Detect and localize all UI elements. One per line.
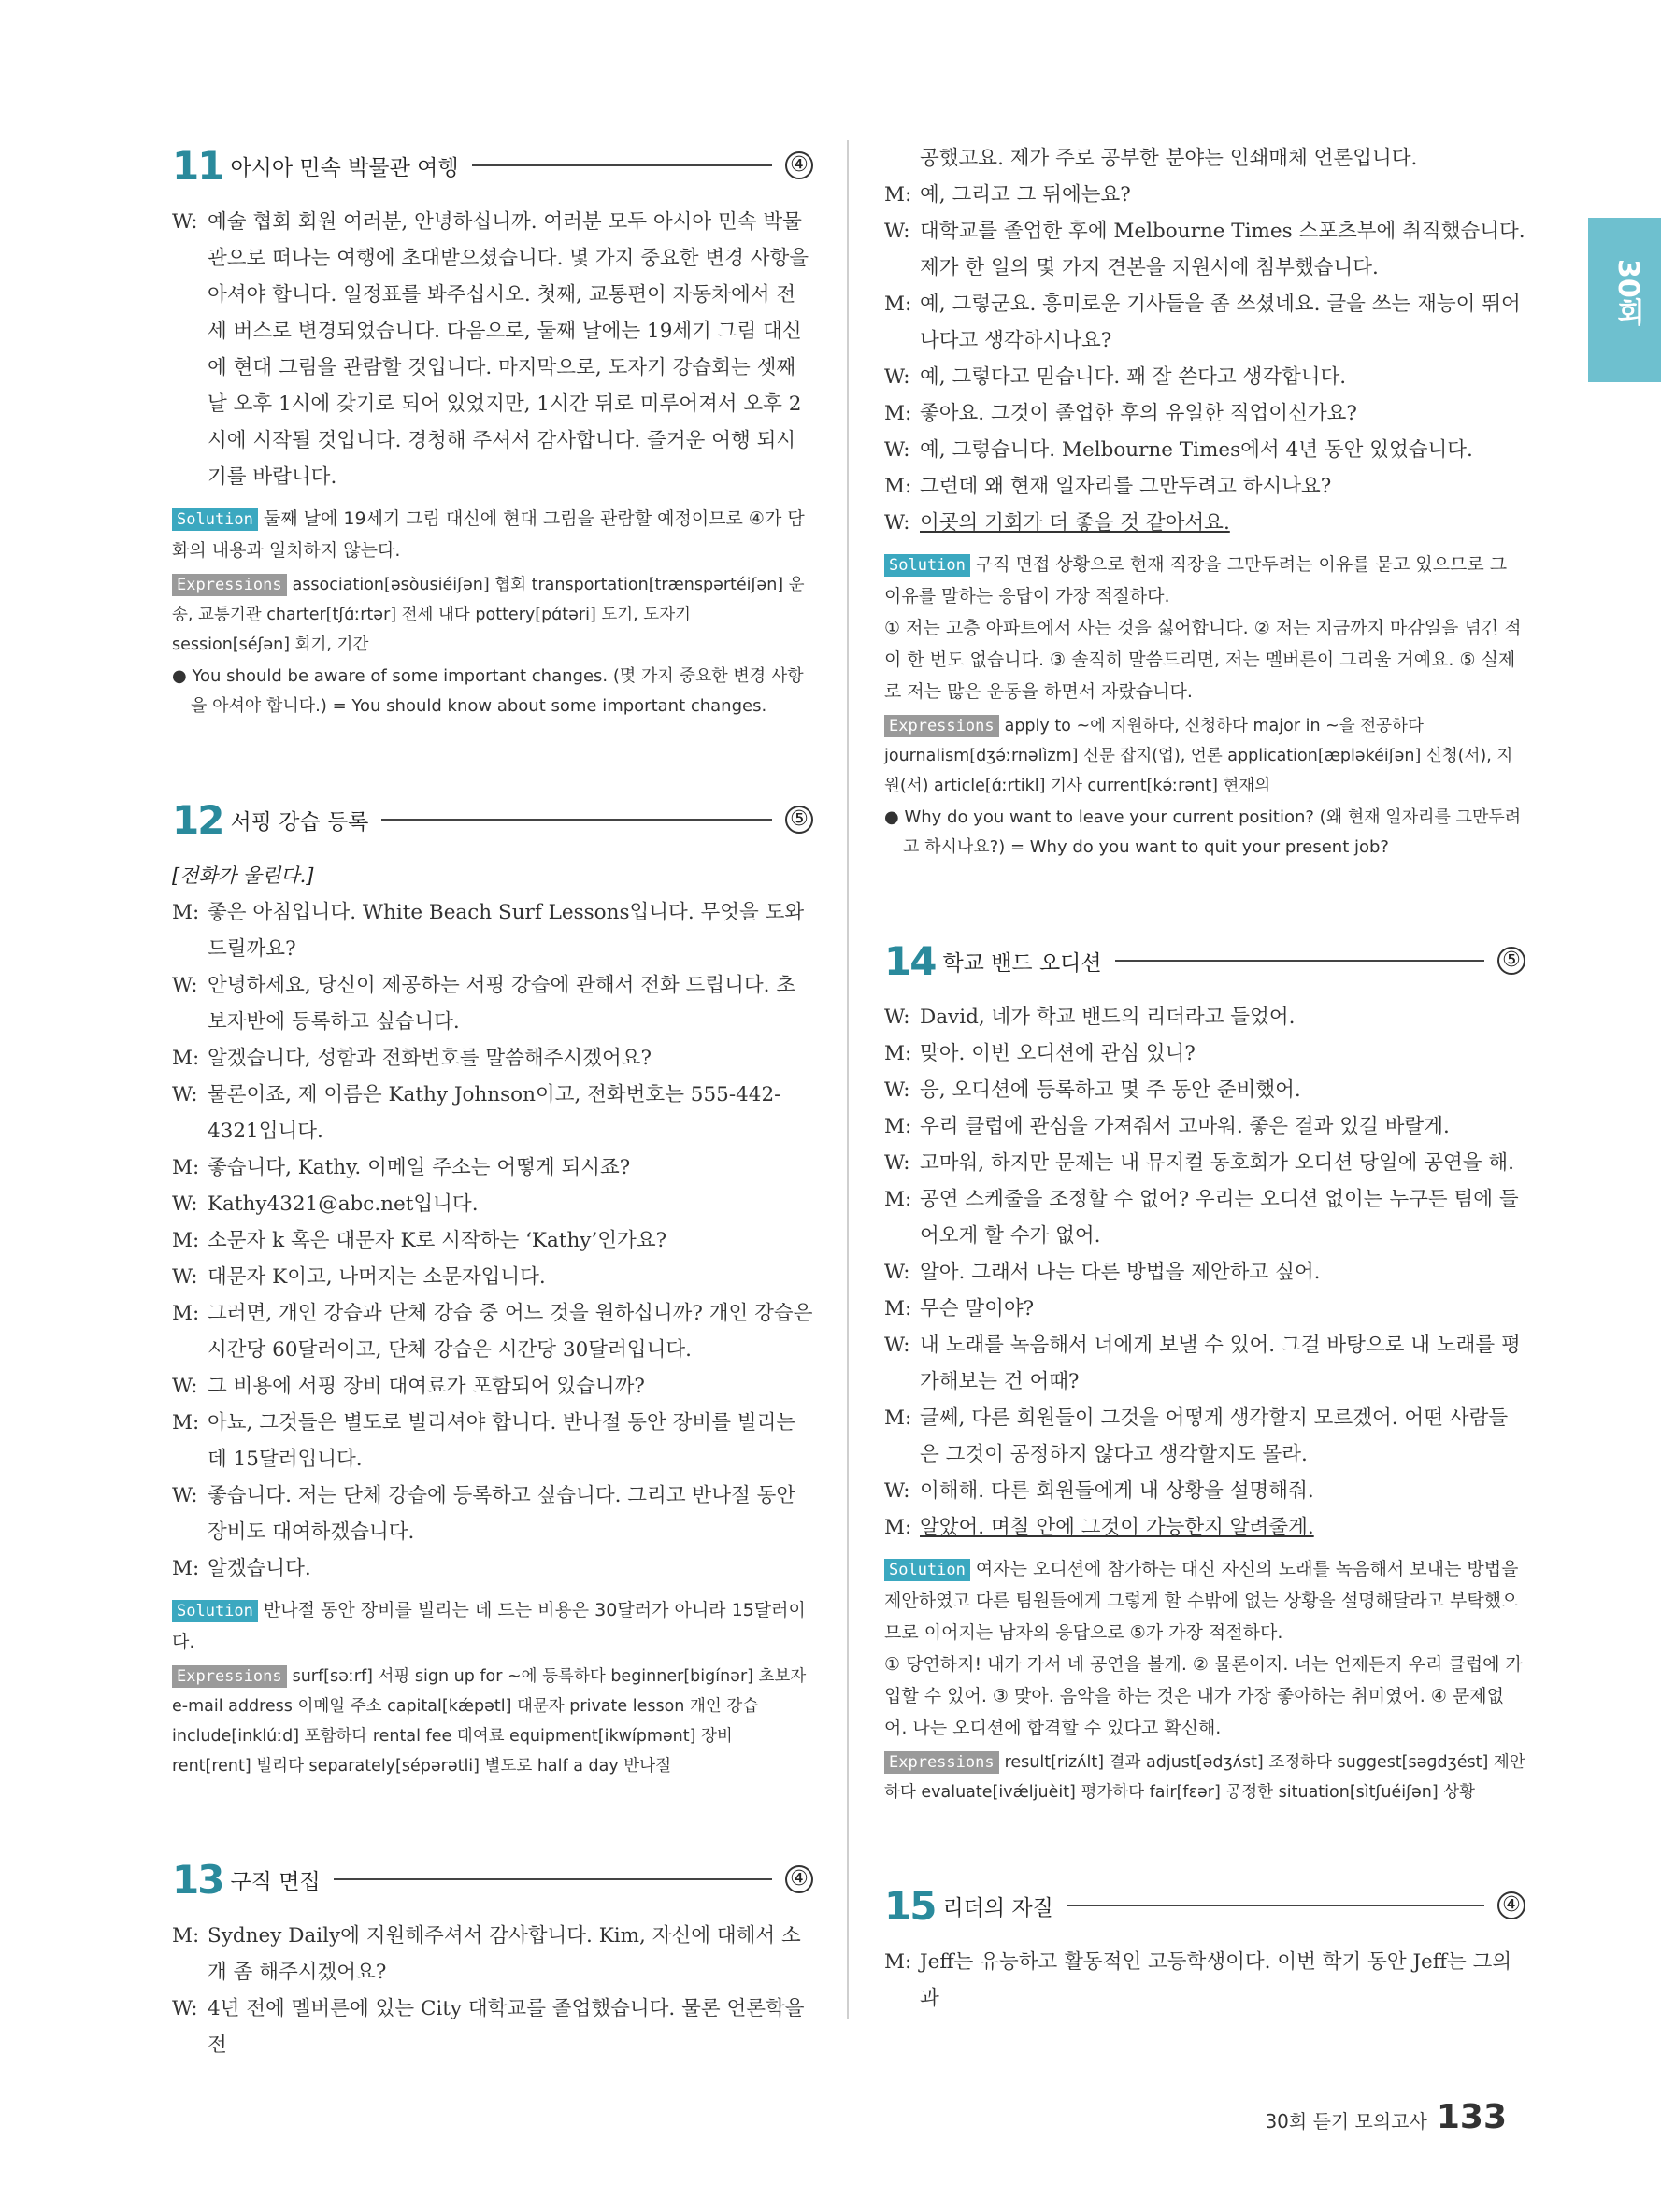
header-rule [381, 819, 772, 821]
section-12 [172, 794, 813, 1781]
header-rule [1115, 960, 1484, 962]
dialogue-line: M: 알겠습니다. [172, 1557, 311, 1580]
section-title: 구직 면접 [230, 1869, 321, 1894]
option-translations: ① 저는 고층 아파트에서 사는 것을 싫어합니다. ② 저는 지금까지 마감일을 넘긴 적이 한 번도 없습니다. ③ 솔직히 말씀드리면, 저는 멜버른이 그리울 거예요. ⑤ 실제로 저는 많은 운동을 하면서 자랐습니다. [884, 618, 1522, 702]
dialogue-line: M: 우리 클럽에 관심을 가져줘서 고마워. 좋은 결과 있길 바랄게. [884, 1115, 1450, 1138]
expressions: Expressions apply to ~에 지원하다, 신청하다 major in ~을 전공하다 journalism[dʒə́ːrnəlìzm] 신문 잡지(업), 언론 application[æpləkéiʃən] 신청(서), 지원(서) article[ɑ́ːrtikl] 기사 current[kə́ːrənt] 현재의 [884, 717, 1513, 795]
side-tab-label: 30회 [1611, 259, 1644, 326]
dialogue-line: W: David, 네가 학교 밴드의 리더라고 들었어. [884, 1006, 1296, 1029]
dialogue-line: W: 그 비용에 서핑 장비 대여료가 포함되어 있습니까? [172, 1375, 645, 1398]
solution: Solution 여자는 오디션에 참가하는 대신 자신의 노래를 녹음해서 보내는 방법을 제안하였고 다른 팀원들에게 그렇게 할 수밖에 없는 상황을 설명해달라고 부탁했으므로 이어지는 남자의 응답으로 ⑤가 가장 적절하다. [884, 1559, 1519, 1643]
dialogue-line: M: 그러면, 개인 강습과 단체 강습 중 어느 것을 원하십니까? 개인 강습은 시간당 60달러이고, 단체 강습은 시간당 30달러입니다. [172, 1302, 813, 1362]
footer-label: 30회 듣기 모의고사 [1265, 2110, 1427, 2133]
dialogue-line: M: 맞아. 이번 오디션에 관심 있니? [884, 1042, 1196, 1065]
solution-tag: Solution [172, 508, 258, 531]
dialogue [884, 1944, 1525, 2017]
dialogue-line: W: 대문자 K이고, 나머지는 소문자입니다. [172, 1265, 546, 1289]
dialogue-line: W: 좋습니다. 저는 단체 강습에 등록하고 싶습니다. 그리고 반나절 동안 장비도 대여하겠습니다. [172, 1484, 796, 1544]
section-header [884, 935, 1525, 986]
section-title: 서핑 강습 등록 [230, 809, 369, 835]
dialogue-line: M: 그런데 왜 현재 일자리를 그만두려고 하시나요? [884, 475, 1332, 498]
dialogue-line: M: 좋아요. 그것이 졸업한 후의 유일한 직업이신가요? [884, 402, 1357, 425]
header-rule [334, 1878, 772, 1880]
dialogue-continuation: 공했고요. 제가 주로 공부한 분야는 인쇄매체 언론입니다. [920, 147, 1418, 170]
expressions-tag: Expressions [172, 574, 287, 596]
header-rule [472, 164, 772, 166]
answer-mark: ⑤ [785, 806, 813, 834]
section-number: 12 [172, 796, 223, 843]
section-header [172, 794, 813, 845]
section-13-continued [884, 140, 1525, 863]
column-divider [847, 140, 849, 2019]
dialogue [172, 1918, 813, 2063]
solution-tag: Solution [172, 1600, 258, 1622]
dialogue-line: M: 글쎄, 다른 회원들이 그것을 어떻게 생각할지 모르겠어. 어떤 사람들은 그것이 공정하지 않다고 생각할지도 몰라. [884, 1406, 1509, 1466]
dialogue-line: W: 알아. 그래서 나는 다른 방법을 제안하고 싶어. [884, 1261, 1321, 1284]
expressions: Expressions association[əsòusiéiʃən] 협회 transportation[trænspərtéiʃən] 운송, 교통기관 charter[tʃɑ́ːrtər] 전세 내다 pottery[pɑ́təri] 도기, 도자기 session[séʃən] 회기, 기간 [172, 576, 805, 654]
section-11 [172, 140, 813, 721]
expressions-tag: Expressions [884, 715, 999, 737]
answer-mark: ④ [785, 1865, 813, 1893]
bullet-note: ● You should be aware of some important changes. (몇 가지 중요한 변경 사항을 아셔야 합니다.) = You should know about some important changes. [172, 666, 804, 716]
dialogue [172, 894, 813, 1587]
dialogue [884, 999, 1525, 1509]
dialogue-line: M: 좋은 아침입니다. White Beach Surf Lessons입니다. 무엇을 도와드릴까요? [172, 901, 805, 961]
dialogue-line: W: 4년 전에 멜버른에 있는 City 대학교를 졸업했습니다. 물론 언론학을 전 [172, 1997, 805, 2057]
section-13 [172, 1854, 813, 2063]
dialogue-line: W: 안녕하세요, 당신이 제공하는 서핑 강습에 관해서 전화 드립니다. 초보자반에 등록하고 싶습니다. [172, 974, 796, 1034]
solution-tag: Solution [884, 554, 970, 577]
section-number: 11 [172, 142, 223, 189]
dialogue-line: M: 예, 그렇군요. 흥미로운 기사들을 좀 쓰셨네요. 글을 쓰는 재능이 뛰어나다고 생각하시나요? [884, 293, 1521, 352]
section-number: 13 [172, 1856, 223, 1903]
dialogue-line: M: Sydney Daily에 지원해주셔서 감사합니다. Kim, 자신에 대해서 소개 좀 해주시겠어요? [172, 1924, 801, 1984]
expressions-tag: Expressions [172, 1665, 287, 1688]
dialogue-line: W: 고마워, 하지만 문제는 내 뮤지컬 동호회가 오디션 당일에 공연을 해. [884, 1151, 1514, 1175]
page-number: 133 [1436, 2098, 1507, 2136]
dialogue-line: W: 물론이죠, 제 이름은 Kathy Johnson이고, 전화번호는 555-442-4321입니다. [172, 1083, 781, 1143]
expressions-tag: Expressions [884, 1751, 999, 1774]
dialogue-line: M: 예, 그리고 그 뒤에는요? [884, 183, 1131, 207]
dialogue-line: M: 아뇨, 그것들은 별도로 빌리셔야 합니다. 반나절 동안 장비를 빌리는 데 15달러입니다. [172, 1411, 796, 1471]
dialogue-line: M: 공연 스케줄을 조정할 수 없어? 우리는 오디션 없이는 누구든 팀에 들어오게 할 수가 없어. [884, 1188, 1519, 1248]
dialogue [884, 177, 1525, 505]
dialogue-line: M: 소문자 k 혹은 대문자 K로 시작하는 ‘Kathy’인가요? [172, 1229, 667, 1252]
dialogue-line: W: 예술 협회 회원 여러분, 안녕하십니까. 여러분 모두 아시아 민속 박물관으로 떠나는 여행에 초대받으셨습니다. 몇 가지 중요한 변경 사항을 아셔야 합니다. 일정표를 봐주십시오. 첫째, 교통편이 자동차에서 전세 버스로 변경되었습니다. 다음으로, 둘째 날에는 19세기 그림 대신에 현대 그림을 관람할 것입니다. 마지막으로, 도자기 강습회는 셋째 날 오후 1시에 갖기로 되어 있었지만, 1시간 뒤로 미루어져서 오후 2시에 시작될 것입니다. 경청해 주셔서 감사합니다. 즐거운 여행 되시기를 바랍니다. [172, 210, 809, 489]
dialogue-line: W: 응, 오디션에 등록하고 몇 주 동안 준비했어. [884, 1078, 1301, 1102]
solution-tag: Solution [884, 1559, 970, 1581]
side-tab [1588, 218, 1661, 382]
answer-mark: ④ [785, 151, 813, 179]
left-column [172, 140, 813, 2063]
solution: Solution 둘째 날에 19세기 그림 대신에 현대 그림을 관람할 예정이므로 ④가 담화의 내용과 일치하지 않는다. [172, 508, 805, 561]
option-translations: ① 당연하지! 내가 가서 네 공연을 볼게. ② 물론이지. 너는 언제든지 우리 클럽에 가입할 수 있어. ③ 맞아. 음악을 하는 것은 내가 가장 좋아하는 취미였어. ④ 문제없어. 나는 오디션에 합격할 수 있다고 확신해. [884, 1654, 1523, 1738]
dialogue-line: M: 좋습니다, Kathy. 이메일 주소는 어떻게 되시죠? [172, 1156, 631, 1179]
dialogue-line-answer: M: 알았어. 며칠 안에 그것이 가능한지 알려줄게. [884, 1516, 1314, 1539]
dialogue-line: W: 예, 그렇다고 믿습니다. 꽤 잘 쓴다고 생각합니다. [884, 365, 1347, 389]
dialogue-line: M: Jeff는 유능하고 활동적인 고등학생이다. 이번 학기 동안 Jeff는 그의 과 [884, 1950, 1512, 2010]
bullet-note: ● Why do you want to leave your current position? (왜 현재 일자리를 그만두려고 하시나요?) = Why do you want to quit your present job? [884, 807, 1522, 857]
dialogue-line: W: 대학교를 졸업한 후에 Melbourne Times 스포츠부에 취직했습니다. 제가 한 일의 몇 가지 견본을 지원서에 첨부했습니다. [884, 220, 1525, 279]
answer-mark: ⑤ [1497, 947, 1525, 975]
dialogue-line: M: 무슨 말이야? [884, 1297, 1035, 1320]
section-number: 15 [884, 1882, 936, 1929]
dialogue-line: W: 내 노래를 녹음해서 너에게 보낼 수 있어. 그걸 바탕으로 내 노래를 평가해보는 건 어때? [884, 1334, 1521, 1393]
section-title: 리더의 자질 [942, 1895, 1053, 1920]
section-number: 14 [884, 937, 936, 984]
expressions: Expressions result[rizʌ́lt] 결과 adjust[ədʒʌ́st] 조정하다 suggest[səɡdʒést] 제안하다 evaluate[ivǽljuèit] 평가하다 fair[fɛər] 공정한 situation[sìtʃuéiʃən] 상황 [884, 1753, 1525, 1802]
expressions: Expressions surf[səːrf] 서핑 sign up for ~에 등록하다 beginner[bigínər] 초보자 e-mail address 이메일 주소 capital[kǽpətl] 대문자 private lesson 개인 강습 include[inklúːd] 포함하다 rental fee 대여료 equipment[ikwípmənt] 장비 rent[rent] 빌리다 separately[sépərətli] 별도로 half a day 반나절 [172, 1667, 807, 1776]
stage-direction: [전화가 울린다.] [172, 864, 314, 887]
header-rule [1067, 1905, 1484, 1906]
section-title: 학교 밴드 오디션 [942, 950, 1102, 976]
dialogue-line: W: 이해해. 다른 회원들에게 내 상황을 설명해줘. [884, 1479, 1314, 1503]
solution: Solution 구직 면접 상황으로 현재 직장을 그만두려는 이유를 묻고 있으므로 그 이유를 말하는 응답이 가장 적절하다. [884, 554, 1508, 607]
solution: Solution 반나절 동안 장비를 빌리는 데 드는 비용은 30달러가 아니라 15달러이다. [172, 1600, 806, 1652]
page-footer [1265, 2098, 1507, 2136]
dialogue-line: M: 알겠습니다, 성함과 전화번호를 말씀해주시겠어요? [172, 1047, 652, 1070]
section-15 [884, 1880, 1525, 2017]
section-header [172, 140, 813, 191]
dialogue-line-answer: W: 이곳의 기회가 더 좋을 것 같아서요. [884, 511, 1230, 535]
section-header [172, 1854, 813, 1905]
answer-mark: ④ [1497, 1891, 1525, 1919]
dialogue-line: W: Kathy4321@abc.net입니다. [172, 1192, 479, 1216]
section-header [884, 1880, 1525, 1931]
dialogue-line: W: 예, 그렇습니다. Melbourne Times에서 4년 동안 있었습니다. [884, 438, 1473, 462]
right-column [884, 140, 1525, 2017]
section-14 [884, 935, 1525, 1807]
section-title: 아시아 민속 박물관 여행 [230, 155, 459, 180]
